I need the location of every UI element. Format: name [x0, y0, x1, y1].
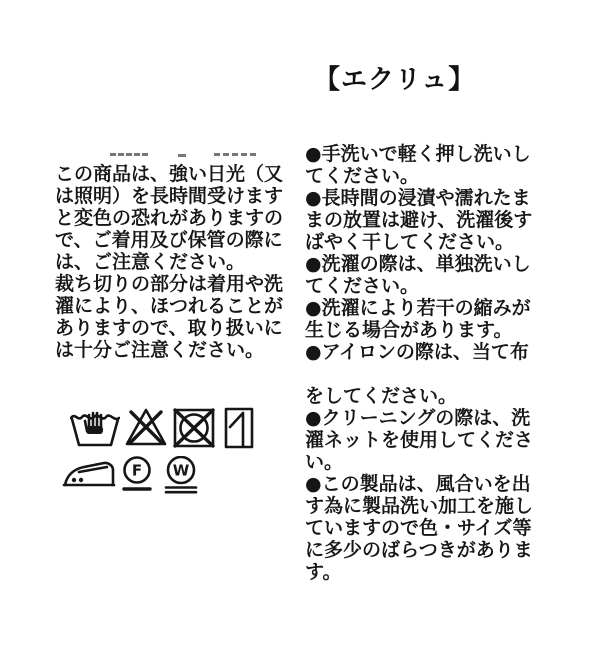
- text-line: まの放置は避け、洗濯後す: [305, 209, 533, 231]
- text-line: この商品は、強い日光（又: [55, 163, 284, 185]
- fading-and-fraying-note: [55, 163, 305, 361]
- text-line: ●洗濯により若干の縮みが: [305, 297, 531, 319]
- text-line: ていますので色・サイズ等: [305, 517, 532, 539]
- text-line: をしてください。: [305, 385, 458, 407]
- scan-artifact-dashes: [178, 154, 186, 157]
- text-line: に多少のばらつきがありま: [305, 539, 533, 561]
- dry-clean-letter: F: [131, 461, 143, 480]
- text-line: す為に製品洗い加工を施し: [305, 495, 534, 517]
- text-line: ●長時間の浸漬や濡れたま: [305, 187, 531, 209]
- dry-clean-f-mild-icon: [121, 456, 153, 492]
- text-line: 濯により、ほつれることが: [55, 295, 284, 317]
- text-line: 裁ち切りの部分は着用や洗: [55, 273, 284, 295]
- scan-artifact-dashes: [110, 153, 148, 156]
- washing-instructions-bottom: [305, 385, 563, 583]
- text-line: は照明）を長時間受けます: [55, 185, 284, 207]
- text-line: ●アイロンの際は、当て布: [305, 341, 529, 363]
- washing-instructions-top: [305, 143, 563, 363]
- text-line: す。: [305, 561, 342, 583]
- text-line: てください。: [305, 275, 420, 297]
- iron-medium-icon: [62, 456, 116, 488]
- text-line: ありますので、取り扱いに: [55, 317, 283, 339]
- text-line: ●この製品は、風合いを出: [305, 473, 531, 495]
- text-line: で、ご着用及び保管の際に: [55, 229, 283, 251]
- scan-artifact-dashes: [214, 153, 256, 156]
- text-line: てください。: [305, 165, 420, 187]
- text-line: い。: [305, 451, 344, 473]
- text-line: ●手洗いで軽く押し洗いし: [305, 143, 531, 165]
- text-line: 濯ネットを使用してくださ: [305, 429, 534, 451]
- wet-clean-w-very-mild-icon: [163, 456, 199, 494]
- text-line: 生じる場合があります。: [305, 319, 513, 341]
- text-line: ばやく干してください。: [305, 231, 515, 253]
- text-line: は十分ご注意ください。: [55, 339, 265, 361]
- text-line: ●洗濯の際は、単独洗いし: [305, 253, 531, 275]
- do-not-bleach-icon: [125, 407, 167, 447]
- line-dry-in-shade-icon: [224, 407, 254, 449]
- wet-clean-letter: W: [172, 461, 190, 480]
- color-title: 【エクリュ】: [314, 65, 476, 95]
- hand-wash-icon: [70, 407, 120, 447]
- text-line: ●クリーニングの際は、洗: [305, 407, 531, 429]
- do-not-tumble-dry-icon: [172, 407, 216, 449]
- text-line: は、ご注意ください。: [55, 251, 246, 273]
- text-line: と変色の恐れがありますの: [55, 207, 284, 229]
